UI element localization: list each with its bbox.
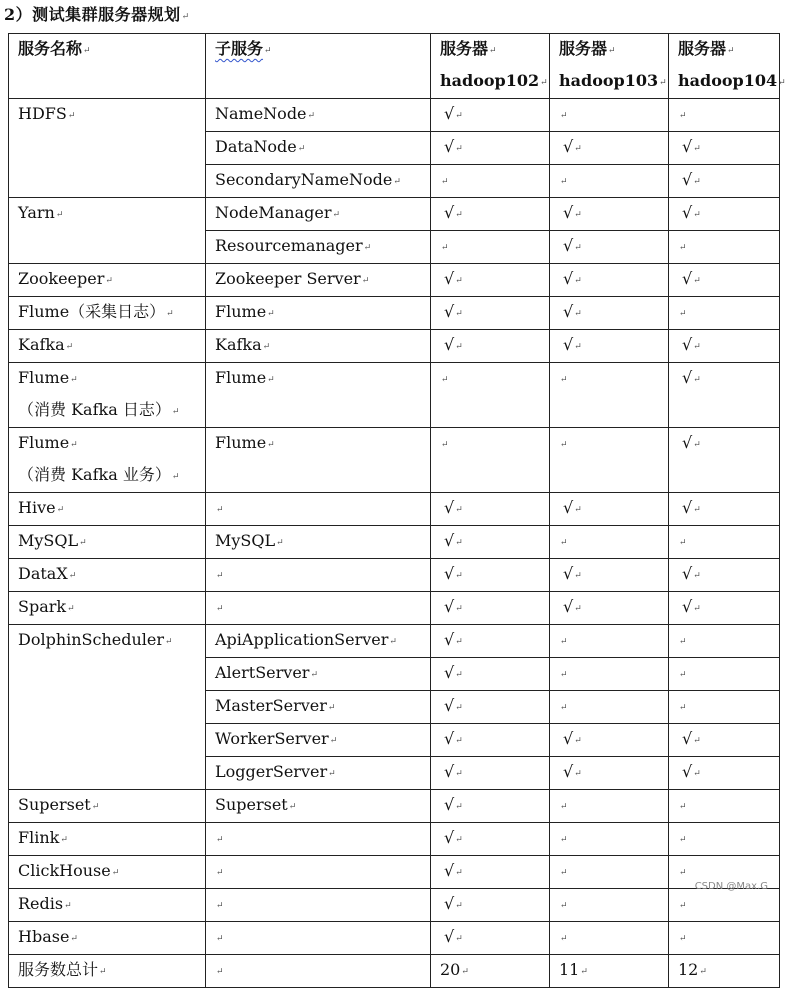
hadoop104-cell: ↵ (669, 790, 780, 823)
hadoop104-cell: √↵ (669, 493, 780, 526)
hadoop103-cell: ↵ (550, 856, 669, 889)
hadoop103-cell: √↵ (550, 231, 669, 264)
hadoop103-cell: √↵ (550, 264, 669, 297)
hadoop102-cell: ↵ (431, 165, 550, 198)
hadoop104-cell: ↵ (669, 823, 780, 856)
subservice-cell: ↵ (206, 889, 431, 922)
subservice-cell: Superset↵ (206, 790, 431, 823)
subservice-cell: ↵ (206, 823, 431, 856)
service-name-cell: HDFS↵ (9, 99, 206, 198)
hadoop102-cell: √↵ (431, 757, 550, 790)
subservice-cell: AlertServer↵ (206, 658, 431, 691)
service-name-cell: Superset↵ (9, 790, 206, 823)
hadoop102-cell: √↵ (431, 526, 550, 559)
hadoop104-cell: √↵ (669, 198, 780, 231)
subservice-cell: Flume↵ (206, 428, 431, 493)
hadoop103-cell: ↵ (550, 428, 669, 493)
hadoop102-cell: √↵ (431, 198, 550, 231)
cluster-plan-table (8, 33, 786, 988)
service-name-cell: Yarn↵ (9, 198, 206, 264)
service-name-cell: Hive↵ (9, 493, 206, 526)
service-name-cell: Spark↵ (9, 592, 206, 625)
hadoop104-cell: √↵ (669, 428, 780, 493)
table-row (9, 592, 780, 625)
header-hadoop102: 服务器↵ hadoop102↵ (431, 34, 550, 99)
service-name-cell: Redis↵ (9, 889, 206, 922)
hadoop102-cell: √↵ (431, 99, 550, 132)
table-row (9, 198, 780, 231)
hadoop104-cell: ↵ (669, 658, 780, 691)
service-name-cell: Hbase↵ (9, 922, 206, 955)
subservice-cell: LoggerServer↵ (206, 757, 431, 790)
hadoop102-cell: √↵ (431, 625, 550, 658)
hadoop103-cell: √↵ (550, 198, 669, 231)
watermark: CSDN @Max.G (694, 881, 768, 892)
hadoop103-cell: √↵ (550, 330, 669, 363)
hadoop104-cell: √↵ (669, 363, 780, 428)
service-name-cell: Flink↵ (9, 823, 206, 856)
subservice-cell: Flume↵ (206, 297, 431, 330)
hadoop102-cell: √↵ (431, 132, 550, 165)
hadoop104-cell: ↵ (669, 625, 780, 658)
hadoop104-cell: √↵ (669, 264, 780, 297)
hadoop102-cell: √↵ (431, 264, 550, 297)
hadoop103-cell: √↵ (550, 757, 669, 790)
hadoop104-cell: ↵ (669, 297, 780, 330)
hadoop102-cell: √↵ (431, 856, 550, 889)
service-name-cell: DolphinScheduler↵ (9, 625, 206, 790)
hadoop104-cell: √↵ (669, 132, 780, 165)
hadoop102-cell: √↵ (431, 691, 550, 724)
hadoop102-cell: √↵ (431, 493, 550, 526)
hadoop103-cell: 11↵ (550, 955, 669, 988)
subservice-cell: Flume↵ (206, 363, 431, 428)
hadoop103-cell: ↵ (550, 889, 669, 922)
table-row (9, 330, 780, 363)
hadoop104-cell: ↵ (669, 889, 780, 922)
service-name-cell: Flume（采集日志）↵ (9, 297, 206, 330)
hadoop102-cell: √↵ (431, 559, 550, 592)
hadoop102-cell: √↵ (431, 823, 550, 856)
service-name-cell: 服务数总计↵ (9, 955, 206, 988)
hadoop103-cell: ↵ (550, 658, 669, 691)
hadoop103-cell: √↵ (550, 493, 669, 526)
subservice-cell: ↵ (206, 856, 431, 889)
header-row (9, 34, 780, 99)
table-row (9, 264, 780, 297)
subservice-cell: ↵ (206, 922, 431, 955)
hadoop102-cell: ↵ (431, 231, 550, 264)
table-row (9, 625, 780, 658)
table-row (9, 559, 780, 592)
hadoop103-cell: ↵ (550, 790, 669, 823)
hadoop103-cell: ↵ (550, 823, 669, 856)
subservice-cell: NameNode↵ (206, 99, 431, 132)
hadoop104-cell: ↵ (669, 856, 780, 889)
hadoop102-cell: ↵ (431, 428, 550, 493)
hadoop104-cell: ↵ (669, 99, 780, 132)
subservice-cell: MySQL↵ (206, 526, 431, 559)
subservice-cell: ↵ (206, 592, 431, 625)
hadoop102-cell: ↵ (431, 363, 550, 428)
hadoop103-cell: √↵ (550, 724, 669, 757)
hadoop102-cell: √↵ (431, 724, 550, 757)
hadoop103-cell: ↵ (550, 99, 669, 132)
service-name-cell: MySQL↵ (9, 526, 206, 559)
subservice-cell: ApiApplicationServer↵ (206, 625, 431, 658)
service-name-cell: ClickHouse↵ (9, 856, 206, 889)
header-hadoop104: 服务器↵ hadoop104↵ (669, 34, 780, 99)
subservice-cell: ↵ (206, 955, 431, 988)
hadoop104-cell: √↵ (669, 165, 780, 198)
subservice-cell: Kafka↵ (206, 330, 431, 363)
hadoop103-cell: √↵ (550, 297, 669, 330)
service-name-cell: Flume↵ （消费 Kafka 日志）↵ (9, 363, 206, 428)
table-row (9, 823, 780, 856)
subservice-cell: Zookeeper Server↵ (206, 264, 431, 297)
subservice-cell: ↵ (206, 493, 431, 526)
hadoop103-cell: ↵ (550, 165, 669, 198)
subservice-cell: NodeManager↵ (206, 198, 431, 231)
hadoop102-cell: √↵ (431, 592, 550, 625)
header-hadoop103: 服务器↵ hadoop103↵ (550, 34, 669, 99)
subservice-cell: DataNode↵ (206, 132, 431, 165)
header-subservice: 子服务↵ (206, 34, 431, 99)
hadoop104-cell: ↵ (669, 231, 780, 264)
hadoop102-cell: √↵ (431, 889, 550, 922)
hadoop103-cell: ↵ (550, 691, 669, 724)
table-row (9, 790, 780, 823)
hadoop102-cell: √↵ (431, 330, 550, 363)
hadoop104-cell: √↵ (669, 559, 780, 592)
table-row (9, 99, 780, 132)
hadoop104-cell: √↵ (669, 330, 780, 363)
table-row (9, 297, 780, 330)
hadoop103-cell: ↵ (550, 363, 669, 428)
hadoop104-cell: ↵ (669, 691, 780, 724)
service-name-cell: Zookeeper↵ (9, 264, 206, 297)
subservice-cell: Resourcemanager↵ (206, 231, 431, 264)
hadoop102-cell: √↵ (431, 922, 550, 955)
hadoop104-cell: √↵ (669, 592, 780, 625)
table-row (9, 493, 780, 526)
subservice-cell: WorkerServer↵ (206, 724, 431, 757)
table-row (9, 922, 780, 955)
service-name-cell: Flume↵ （消费 Kafka 业务）↵ (9, 428, 206, 493)
table-row (9, 363, 780, 428)
hadoop104-cell: 12↵ (669, 955, 780, 988)
subservice-cell: SecondaryNameNode↵ (206, 165, 431, 198)
hadoop104-cell: ↵ (669, 922, 780, 955)
subservice-cell: MasterServer↵ (206, 691, 431, 724)
subservice-cell: ↵ (206, 559, 431, 592)
table-row (9, 526, 780, 559)
hadoop102-cell: 20↵ (431, 955, 550, 988)
hadoop104-cell: √↵ (669, 757, 780, 790)
hadoop104-cell: √↵ (669, 724, 780, 757)
hadoop103-cell: ↵ (550, 526, 669, 559)
service-name-cell: DataX↵ (9, 559, 206, 592)
hadoop102-cell: √↵ (431, 297, 550, 330)
table-row (9, 955, 780, 988)
hadoop103-cell: √↵ (550, 559, 669, 592)
hadoop103-cell: ↵ (550, 922, 669, 955)
table-row (9, 889, 780, 922)
table-row (9, 428, 780, 493)
hadoop104-cell: ↵ (669, 526, 780, 559)
hadoop102-cell: √↵ (431, 790, 550, 823)
table-row (9, 856, 780, 889)
hadoop102-cell: √↵ (431, 658, 550, 691)
hadoop103-cell: √↵ (550, 592, 669, 625)
service-name-cell: Kafka↵ (9, 330, 206, 363)
section-heading: 2）测试集群服务器规划↵ (4, 5, 190, 24)
header-service-name: 服务名称↵ (9, 34, 206, 99)
hadoop103-cell: ↵ (550, 625, 669, 658)
hadoop103-cell: √↵ (550, 132, 669, 165)
